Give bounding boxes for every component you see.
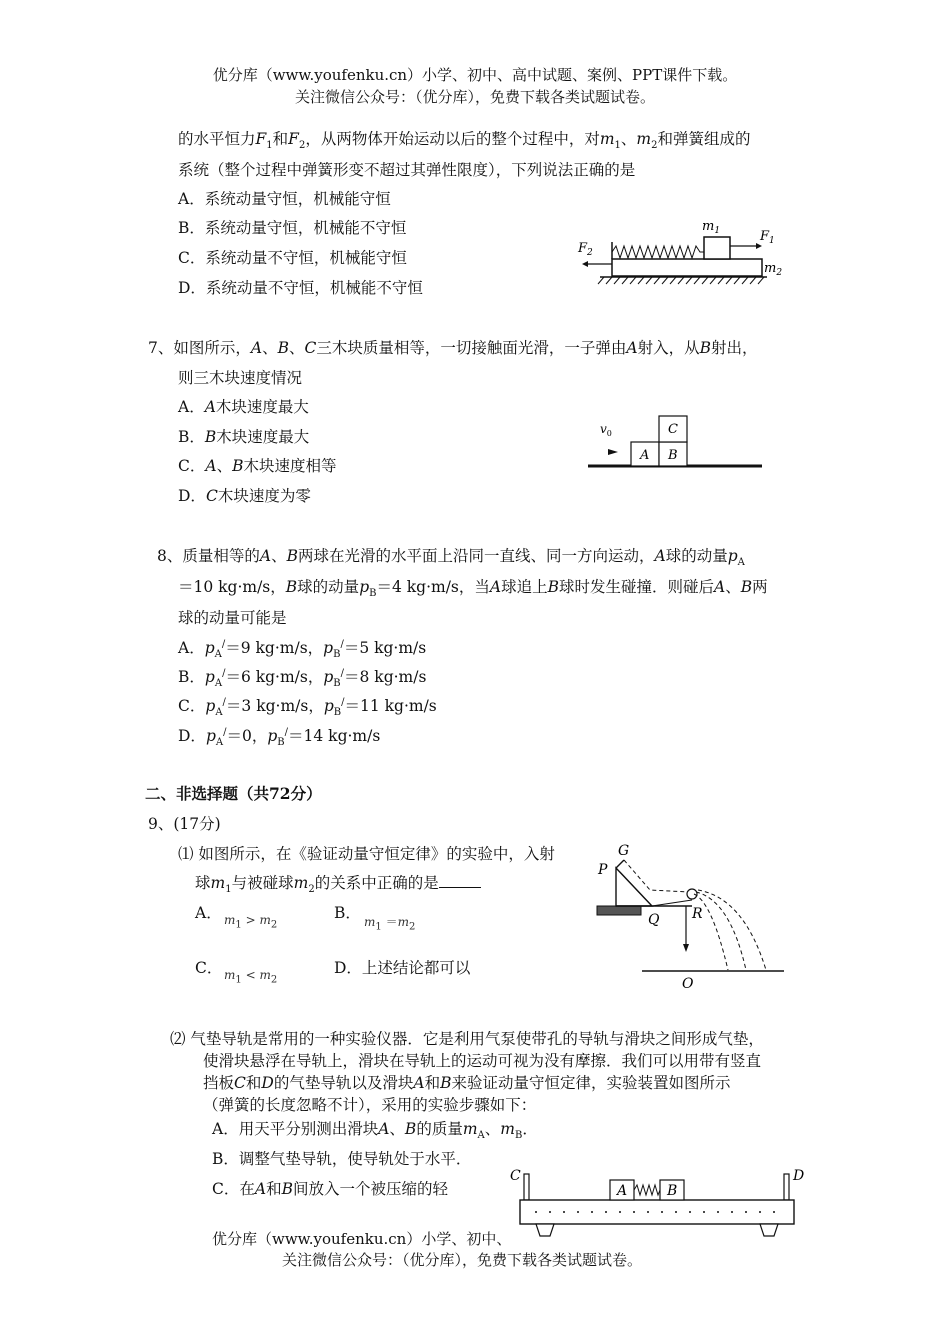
- q7-option-b: B．B木块速度最大: [178, 428, 310, 446]
- q6-option-d: D．系统动量不守恒，机械能不守恒: [178, 279, 423, 297]
- slider-b-label: B: [667, 1183, 678, 1199]
- footer-line-1: 优分库（www.youfenku.cn）小学、初中、: [212, 1230, 512, 1248]
- m1-label: $m_1$: [702, 219, 721, 236]
- q9-number: 9、(17分): [148, 815, 221, 833]
- plate-d-label: D: [793, 1168, 805, 1184]
- track-body: [520, 1200, 794, 1224]
- block-c-label: C: [668, 422, 678, 437]
- air-track-figure: [506, 1160, 810, 1252]
- q9-2-step-c: C．在A和B间放入一个被压缩的轻: [212, 1180, 448, 1198]
- q9-2-step-a: A．用天平分别测出滑块A、B的质量$m_A$、$m_B$．: [212, 1120, 538, 1142]
- q8-stem-line2: ＝10 kg·m/s，B球的动量$p_B=4$ kg·m/s，当A球追上B球时发生碰撞．则碰后A、B两: [178, 578, 768, 600]
- header-line-2: 关注微信公众号：（优分库），免费下载各类试题试卷。: [294, 88, 655, 106]
- label-p: P: [598, 862, 608, 878]
- q9-1-option-d: D．上述结论都可以: [334, 959, 471, 977]
- label-o: O: [682, 976, 694, 992]
- slider-a-label: A: [617, 1183, 628, 1199]
- section-2-title: 二、非选择题（共72分）: [145, 784, 322, 803]
- q9-2-line1: ⑵ 气垫导轨是常用的一种实验仪器．它是利用气泵使带孔的导轨与滑块之间形成气垫，: [170, 1030, 764, 1048]
- label-g: G: [618, 843, 630, 859]
- q9-1-option-b-expr: $m_1 =m_2$: [364, 915, 416, 933]
- base-plate: [597, 906, 641, 915]
- q7-stem-line1: 7、如图所示，A、B、C三木块质量相等，一切接触面光滑，一子弹由A射入，从B射出，: [148, 339, 758, 357]
- q6-spring-blocks-figure: [572, 212, 792, 292]
- q7-blocks-figure: [588, 412, 768, 472]
- m2-board: [612, 259, 762, 276]
- q9-2-step-b: B．调整气垫导轨，使导轨处于水平．: [212, 1150, 472, 1168]
- spring: [612, 246, 704, 258]
- answer-blank[interactable]: [439, 875, 481, 888]
- q8-option-c: C．$p_A^/=3$ kg·m/s，$p_B^/=11$ kg·m/s: [178, 696, 437, 719]
- q8-option-d: D．$p_A^/=0$，$p_B^/=14$ kg·m/s: [178, 726, 381, 749]
- plate-d: [784, 1174, 789, 1200]
- q7-option-d: D．C木块速度为零: [178, 487, 311, 505]
- q9-1-line1: ⑴ 如图所示，在《验证动量守恒定律》的实验中，入射: [178, 845, 555, 863]
- q8-stem-line1: 8、质量相等的A、B两球在光滑的水平面上沿同一直线、同一方向运动，A球的动量$p_A$: [157, 547, 745, 569]
- q7-stem-line2: 则三木块速度情况: [178, 369, 303, 387]
- q9-1-option-a-expr: $m_1 > m_2$: [224, 913, 278, 931]
- q8-stem-line3: 球的动量可能是: [178, 609, 287, 627]
- f2-label: $F_2$: [578, 241, 593, 258]
- q9-2-line2: 使滑块悬浮在导轨上，滑块在导轨上的运动可视为没有摩擦．我们可以用带有竖直: [203, 1052, 762, 1070]
- compressed-spring: [634, 1185, 660, 1195]
- q9-1-line2: 球$m_1$与被碰球$m_2$的关系中正确的是: [195, 871, 481, 895]
- plate-c-label: C: [510, 1168, 521, 1184]
- q6-option-b: B．系统动量守恒，机械能不守恒: [178, 219, 407, 237]
- q6-stem-line2: 系统（整个过程中弹簧形变不超过其弹性限度），下列说法正确的是: [178, 161, 636, 179]
- m1-block: [704, 237, 730, 259]
- q6-option-a: A．系统动量守恒，机械能守恒: [178, 190, 391, 208]
- bullet-arrow: [608, 449, 618, 455]
- q9-2-line4: （弹簧的长度忽略不计），采用的实验步骤如下：: [203, 1096, 537, 1114]
- q9-2-line3: 挡板C和D的气垫导轨以及滑块A和B来验证动量守恒定律，实验装置如图所示: [203, 1074, 731, 1092]
- q6-stem-line1: 的水平恒力$F_1$和$F_2$，从两物体开始运动以后的整个过程中，对$m_1$、$m_2$和弹簧组成的: [178, 130, 751, 152]
- footer-line-2: 关注微信公众号：（优分库），免费下载各类试题试卷。: [282, 1251, 643, 1269]
- q7-option-c: C．A、B木块速度相等: [178, 457, 337, 475]
- v0-label: $v_0$: [600, 422, 612, 438]
- f1-label: $F_1$: [760, 229, 775, 246]
- m2-label: $m_2$: [764, 261, 783, 278]
- q9-1-option-c-expr: $m_1 < m_2$: [224, 968, 278, 986]
- q7-option-a: A．A木块速度最大: [178, 398, 309, 416]
- label-r: R: [692, 906, 703, 922]
- q8-option-b: B．$p_A^/=6$ kg·m/s，$p_B^/=8$ kg·m/s: [178, 667, 427, 690]
- plate-c: [524, 1174, 529, 1200]
- q9-1-option-b: B．: [334, 904, 361, 922]
- block-a-label: A: [640, 448, 650, 463]
- header-line-1: 优分库（www.youfenku.cn）小学、初中、高中试题、案例、PPT课件下载。: [212, 66, 738, 84]
- q6-option-c: C．系统动量不守恒，机械能守恒: [178, 249, 407, 267]
- label-q: Q: [648, 912, 660, 928]
- block-b-label: B: [668, 448, 678, 463]
- q9-1-option-a: A．: [195, 904, 222, 922]
- target-ball: [687, 889, 697, 899]
- q9-1-option-c: C．: [195, 959, 223, 977]
- collision-apparatus-figure: [594, 840, 790, 995]
- q8-option-a: A．$p_A^/=9$ kg·m/s，$p_B^/=5$ kg·m/s: [178, 638, 427, 661]
